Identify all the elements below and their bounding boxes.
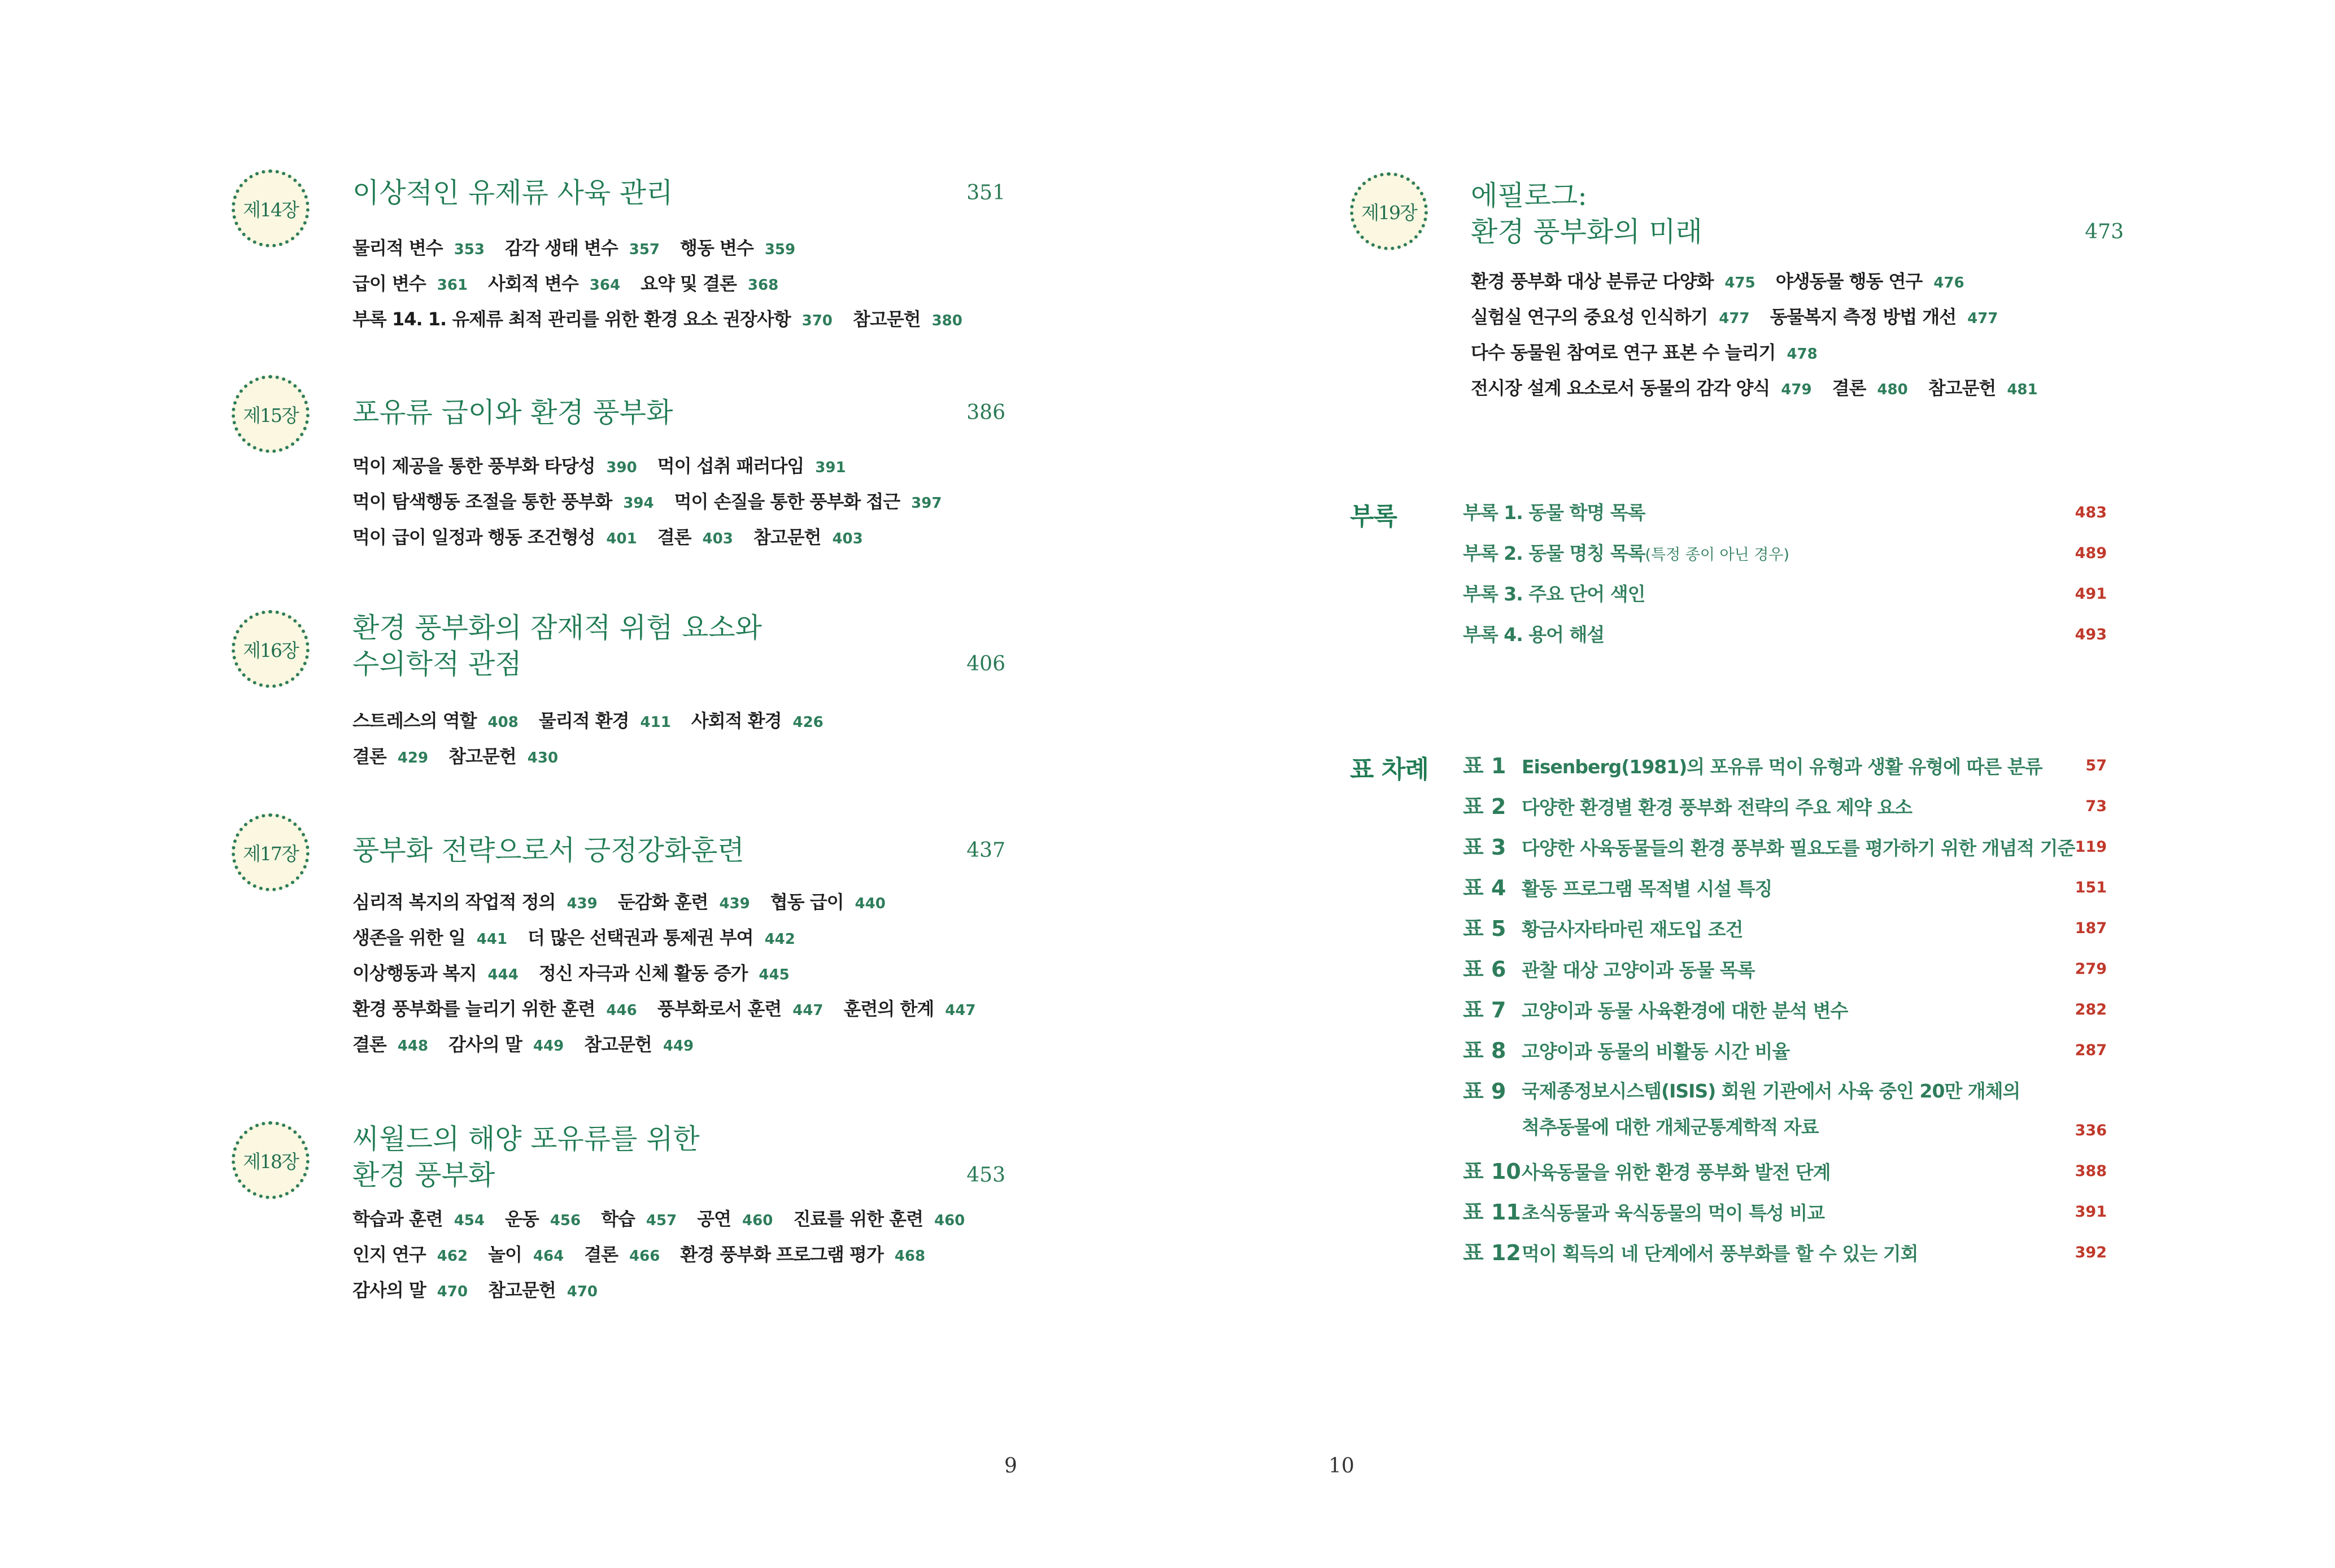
topic-title: 감사의 말 — [448, 1034, 522, 1055]
topic-title: 동물복지 측정 방법 개선 — [1770, 306, 1957, 328]
topic-page-number: 353 — [454, 241, 485, 258]
chapter-badge: 제17장 — [232, 813, 310, 891]
table-number: 표 7 — [1463, 998, 1506, 1022]
topic-entry[interactable] — [539, 703, 671, 742]
topic-page-number: 440 — [855, 895, 886, 912]
topic-entry[interactable] — [1770, 299, 1998, 338]
topic-page-number: 464 — [533, 1248, 564, 1265]
topic-page-number: 380 — [931, 312, 962, 329]
topic-page-number: 447 — [792, 1002, 824, 1019]
appendix-item-title: 부록 1. 동물 학명 목록 — [1463, 502, 1645, 524]
topic-entry[interactable] — [352, 448, 637, 487]
topic-page-number: 361 — [437, 277, 468, 294]
topic-entry[interactable] — [352, 956, 519, 994]
chapter-topics — [352, 448, 1005, 555]
topic-entry[interactable] — [793, 1201, 965, 1240]
topic-line — [352, 991, 1005, 1027]
appendix-item-page: 489 — [2075, 545, 2107, 562]
topic-page-number: 481 — [2007, 381, 2038, 398]
topic-entry[interactable] — [770, 885, 886, 923]
chapter-page-number: 351 — [966, 181, 1005, 204]
topic-page-number: 357 — [629, 241, 660, 258]
table-title: 초식동물과 육식동물의 먹이 특성 비교 — [1522, 1202, 1825, 1224]
topic-page-number: 477 — [1719, 310, 1750, 327]
chapter-page-number: 386 — [966, 401, 1005, 424]
topic-title: 행동 변수 — [680, 237, 753, 259]
appendix-item-title: 부록 2. 동물 명칭 목록 — [1463, 542, 1645, 564]
table-number: 표 11 — [1463, 1200, 1521, 1225]
topic-title: 결론 — [657, 526, 691, 548]
topic-title: 협동 급이 — [770, 891, 844, 913]
topic-entry[interactable] — [505, 1201, 581, 1240]
topic-line — [352, 1273, 1005, 1308]
topic-page-number: 390 — [606, 459, 637, 476]
topic-title: 결론 — [584, 1244, 618, 1265]
topic-title: 환경 풍부화 프로그램 평가 — [680, 1244, 883, 1265]
table-entry[interactable] — [1463, 949, 2107, 990]
topic-title: 먹이 섭취 패러다임 — [657, 455, 804, 477]
topic-entry[interactable] — [680, 230, 795, 269]
table-page-number: 151 — [2075, 879, 2107, 896]
chapter-badge: 제18장 — [232, 1121, 310, 1199]
topic-title: 결론 — [1832, 377, 1866, 399]
topic-entry[interactable] — [618, 885, 750, 923]
chapter-page-number: 406 — [966, 652, 1005, 676]
topic-page-number: 411 — [640, 714, 671, 731]
topic-entry[interactable] — [1928, 371, 2038, 409]
appendix-heading: 부록 — [1350, 502, 1397, 531]
topic-title: 물리적 환경 — [538, 710, 629, 731]
topic-entry[interactable] — [352, 484, 654, 522]
appendix-item-page: 483 — [2075, 504, 2107, 521]
topic-page-number: 442 — [764, 931, 795, 948]
table-page-number: 119 — [2075, 838, 2107, 856]
topic-title: 먹이 급이 일정과 행동 조건형성 — [352, 526, 595, 548]
topic-title: 환경 풍부화를 늘리기 위한 훈련 — [352, 998, 595, 1020]
chapter-topics — [1471, 264, 2124, 406]
topic-title: 생존을 위한 일 — [352, 927, 465, 948]
table-entry[interactable] — [1463, 1151, 2107, 1192]
appendix-item-page: 493 — [2075, 626, 2107, 643]
table-number: 표 2 — [1463, 794, 1506, 819]
table-number: 표 6 — [1463, 957, 1506, 982]
topic-entry[interactable] — [853, 302, 962, 340]
chapter-topics — [352, 1201, 1005, 1308]
topic-line — [352, 1027, 1005, 1062]
table-number: 표 8 — [1463, 1038, 1506, 1063]
topic-entry[interactable] — [352, 703, 519, 742]
topic-page-number: 403 — [832, 530, 863, 547]
topic-page-number: 445 — [759, 966, 790, 983]
topic-entry[interactable] — [448, 739, 558, 777]
topic-page-number: 448 — [397, 1038, 429, 1055]
chapter-badge: 제14장 — [232, 169, 310, 247]
topic-title: 공연 — [697, 1208, 731, 1230]
table-entry[interactable] — [1463, 746, 2107, 786]
topic-title: 부록 14. 1. 유제류 최적 관리를 위한 환경 요소 권장사항 — [352, 308, 791, 330]
table-page-number: 392 — [2075, 1244, 2107, 1261]
table-title: 황금사자타마린 재도입 조건 — [1522, 918, 1743, 940]
table-title: 고양이과 동물의 비활동 시간 비율 — [1522, 1040, 1790, 1062]
topic-page-number: 394 — [623, 495, 654, 512]
topic-entry[interactable] — [657, 448, 846, 487]
topic-entry[interactable] — [539, 956, 790, 994]
topic-title: 물리적 변수 — [352, 237, 443, 259]
topic-entry[interactable] — [1471, 335, 1818, 373]
topic-page-number: 397 — [911, 495, 942, 512]
appendix-item[interactable] — [1463, 493, 2107, 533]
topic-title: 먹이 탐색행동 조절을 통한 풍부화 — [352, 491, 612, 512]
topic-title: 학습과 훈련 — [352, 1208, 443, 1230]
topic-entry[interactable] — [488, 1273, 598, 1311]
topic-page-number: 401 — [606, 530, 637, 547]
topic-line — [352, 703, 1005, 739]
table-number: 표 3 — [1463, 835, 1506, 860]
topic-page-number: 460 — [934, 1212, 965, 1229]
chapter-18[interactable] — [232, 1121, 1005, 1319]
topic-entry[interactable] — [352, 739, 428, 777]
tables-heading: 표 차례 — [1350, 755, 1428, 784]
chapter-title: 씨월드의 해양 포유류를 위한 환경 풍부화 — [352, 1123, 700, 1191]
topic-line — [352, 266, 1005, 302]
appendix-item-note: (특정 종이 아닌 경우) — [1645, 546, 1789, 564]
topic-page-number: 460 — [742, 1212, 773, 1229]
table-number: 표 10 — [1463, 1159, 1521, 1184]
topic-page-number: 475 — [1724, 275, 1755, 291]
topic-title: 사회적 환경 — [691, 710, 782, 731]
topic-entry[interactable] — [1471, 299, 1750, 338]
table-title: Eisenberg(1981)의 포유류 먹이 유형과 생활 유형에 따른 분류 — [1522, 756, 2042, 778]
appendix-item[interactable] — [1463, 615, 2107, 655]
topic-title: 요약 및 결론 — [641, 273, 737, 294]
page-number-right: 10 — [1328, 1454, 1354, 1478]
chapter-19[interactable] — [1350, 172, 2124, 415]
topic-page-number: 439 — [719, 895, 750, 912]
topic-page-number: 446 — [606, 1002, 637, 1019]
table-title: 국제종정보시스템(ISIS) 회원 기관에서 사육 중인 20만 개체의 척추동물에 대한 개체군통계학적 자료 — [1522, 1080, 2020, 1138]
topic-title: 훈련의 한계 — [843, 998, 934, 1020]
chapter-title: 에필로그: 환경 풍부화의 미래 — [1471, 180, 1702, 248]
topic-line — [352, 302, 1005, 337]
chapter-page-number: 437 — [966, 839, 1005, 862]
topic-line — [352, 956, 1005, 991]
table-entry[interactable] — [1463, 1071, 2107, 1151]
table-entry[interactable] — [1463, 1030, 2107, 1071]
tables-list — [1463, 746, 2107, 1273]
topic-title: 풍부화로서 훈련 — [657, 998, 782, 1020]
topic-title: 더 많은 선택권과 통제권 부여 — [528, 927, 753, 948]
table-title: 고양이과 동물 사육환경에 대한 분석 변수 — [1522, 1000, 1848, 1022]
topic-entry[interactable] — [584, 1237, 660, 1275]
topic-entry[interactable] — [844, 991, 976, 1030]
topic-page-number: 441 — [476, 931, 508, 948]
appendix-list — [1463, 493, 2107, 655]
topic-title: 참고문헌 — [753, 526, 821, 548]
table-title: 먹이 획득의 네 단계에서 풍부화를 할 수 있는 기회 — [1522, 1243, 1918, 1265]
topic-title: 환경 풍부화 대상 분류군 다양화 — [1471, 271, 1714, 292]
topic-page-number: 391 — [815, 459, 846, 476]
topic-title: 전시장 설계 요소로서 동물의 감각 양식 — [1471, 377, 1770, 399]
chapter-14[interactable] — [232, 169, 1005, 339]
topic-page-number: 408 — [487, 714, 519, 731]
table-title: 관찰 대상 고양이과 동물 목록 — [1522, 959, 1755, 981]
chapter-page-number: 453 — [966, 1164, 1005, 1187]
topic-title: 참고문헌 — [448, 746, 516, 767]
topic-page-number: 457 — [646, 1212, 677, 1229]
topic-page-number: 364 — [589, 277, 621, 294]
topic-entry[interactable] — [680, 1237, 925, 1275]
topic-title: 다수 동물원 참여로 연구 표본 수 늘리기 — [1471, 342, 1776, 363]
table-entry[interactable] — [1463, 1192, 2107, 1232]
table-entry[interactable] — [1463, 908, 2107, 949]
topic-entry[interactable] — [1471, 264, 1755, 302]
chapter-15[interactable] — [232, 375, 1005, 548]
table-page-number: 287 — [2075, 1042, 2107, 1059]
chapter-title: 포유류 급이와 환경 풍부화 — [352, 397, 673, 429]
table-entry[interactable] — [1463, 990, 2107, 1030]
topic-entry[interactable] — [674, 484, 942, 522]
table-entry[interactable] — [1463, 827, 2107, 868]
table-entry[interactable] — [1463, 868, 2107, 908]
topic-entry[interactable] — [352, 520, 637, 558]
topic-entry[interactable] — [505, 230, 660, 269]
chapter-badge: 제19장 — [1350, 172, 1428, 250]
chapter-title: 이상적인 유제류 사육 관리 — [352, 177, 673, 209]
topic-entry[interactable] — [352, 885, 598, 923]
topic-title: 감사의 말 — [352, 1279, 426, 1301]
table-number: 표 5 — [1463, 916, 1506, 941]
topic-entry[interactable] — [352, 1201, 485, 1240]
topic-title: 먹이 제공을 통한 풍부화 타당성 — [352, 455, 595, 477]
topic-title: 놀이 — [488, 1244, 522, 1265]
table-number: 표 4 — [1463, 876, 1506, 900]
topic-entry[interactable] — [697, 1201, 773, 1240]
table-page-number: 282 — [2075, 1001, 2107, 1018]
topic-entry[interactable] — [691, 703, 824, 742]
topic-page-number: 456 — [550, 1212, 581, 1229]
topic-title: 이상행동과 복지 — [352, 962, 477, 984]
topic-line — [352, 1237, 1005, 1273]
topic-line — [352, 448, 1005, 484]
topic-page-number: 462 — [437, 1248, 468, 1265]
topic-title: 운동 — [504, 1208, 539, 1230]
topic-page-number: 359 — [764, 241, 796, 258]
topic-entry[interactable] — [352, 991, 637, 1030]
topic-title: 야생동물 행동 연구 — [1775, 271, 1923, 292]
topic-entry[interactable] — [528, 920, 795, 959]
table-page-number: 57 — [2085, 757, 2107, 774]
topic-page-number: 368 — [747, 277, 779, 294]
topic-title: 인지 연구 — [352, 1244, 426, 1265]
appendix-item[interactable] — [1463, 574, 2107, 615]
topic-page-number: 403 — [702, 530, 733, 547]
table-entry[interactable] — [1463, 1232, 2107, 1273]
topic-entry[interactable] — [1776, 264, 1964, 302]
topic-page-number: 454 — [454, 1212, 485, 1229]
topic-title: 사회적 변수 — [488, 273, 578, 294]
topic-line — [352, 520, 1005, 555]
chapter-title: 풍부화 전략으로서 긍정강화훈련 — [352, 834, 744, 866]
topic-entry[interactable] — [657, 520, 733, 558]
appendix-item-title: 부록 3. 주요 단어 색인 — [1463, 583, 1645, 605]
topic-line — [352, 920, 1005, 956]
topic-line — [1471, 264, 2124, 299]
chapter-topics — [352, 230, 1005, 337]
topic-line — [352, 484, 1005, 520]
topic-entry[interactable] — [753, 520, 863, 558]
topic-title: 둔감화 훈련 — [617, 891, 708, 913]
table-entry[interactable] — [1463, 786, 2107, 827]
topic-page-number: 447 — [945, 1002, 976, 1019]
topic-title: 참고문헌 — [852, 308, 921, 330]
table-number: 표 12 — [1463, 1240, 1521, 1265]
topic-entry[interactable] — [352, 266, 468, 304]
table-page-number: 388 — [2075, 1162, 2107, 1180]
topic-line — [352, 739, 1005, 774]
topic-entry[interactable] — [488, 1237, 564, 1275]
topic-page-number: 468 — [894, 1248, 926, 1265]
topic-page-number: 470 — [437, 1283, 468, 1300]
topic-entry[interactable] — [488, 266, 620, 304]
topic-title: 참고문헌 — [488, 1279, 556, 1301]
topic-line — [1471, 335, 2124, 371]
topic-title: 감각 생태 변수 — [504, 237, 618, 259]
topic-page-number: 429 — [397, 750, 429, 766]
table-page-number: 279 — [2075, 960, 2107, 978]
chapter-17[interactable] — [232, 813, 1005, 1068]
appendix-item-page: 491 — [2075, 585, 2107, 603]
topic-page-number: 444 — [487, 966, 519, 983]
chapter-16[interactable] — [232, 610, 1005, 779]
topic-line — [352, 885, 1005, 920]
topic-entry[interactable] — [1471, 371, 1812, 409]
topic-entry[interactable] — [641, 266, 778, 304]
table-title: 다양한 환경별 환경 풍부화 전략의 주요 제약 요소 — [1522, 796, 1912, 818]
topic-title: 정신 자극과 신체 활동 증가 — [538, 962, 748, 984]
topic-entry[interactable] — [352, 230, 485, 269]
topic-title: 심리적 복지의 작업적 정의 — [352, 891, 556, 913]
table-title: 활동 프로그램 목적별 시설 특징 — [1522, 878, 1772, 900]
chapter-badge: 제15장 — [232, 375, 310, 453]
topic-entry[interactable] — [352, 920, 507, 959]
table-page-number: 187 — [2075, 920, 2107, 937]
topic-page-number: 426 — [792, 714, 824, 731]
topic-title: 급이 변수 — [352, 273, 426, 294]
table-page-number: 391 — [2075, 1203, 2107, 1221]
table-title: 사육동물을 위한 환경 풍부화 발전 단계 — [1522, 1161, 1831, 1183]
topic-line — [352, 1201, 1005, 1237]
topic-page-number: 370 — [801, 312, 833, 329]
chapter-topics — [352, 885, 1005, 1062]
topic-title: 참고문헌 — [584, 1034, 652, 1055]
table-title: 다양한 사육동물들의 환경 풍부화 필요도를 평가하기 위한 개념적 기준 — [1522, 837, 2075, 859]
topic-line — [1471, 371, 2124, 406]
topic-title: 결론 — [352, 1034, 386, 1055]
topic-page-number: 449 — [533, 1038, 564, 1055]
chapter-page-number: 473 — [2085, 220, 2124, 243]
topic-title: 참고문헌 — [1928, 377, 1996, 399]
topic-page-number: 470 — [567, 1283, 598, 1300]
chapter-title: 환경 풍부화의 잠재적 위험 요소와 수의학적 관점 — [352, 612, 762, 680]
topic-entry[interactable] — [352, 1027, 428, 1065]
topic-page-number: 477 — [1967, 310, 1998, 327]
chapter-badge: 제16장 — [232, 610, 310, 688]
topic-page-number: 430 — [527, 750, 559, 766]
chapter-topics — [352, 703, 1005, 774]
topic-page-number: 480 — [1877, 381, 1908, 398]
topic-entry[interactable] — [352, 302, 833, 340]
topic-title: 진료를 위한 훈련 — [793, 1208, 923, 1230]
topic-page-number: 479 — [1781, 381, 1812, 398]
topic-page-number: 476 — [1933, 275, 1964, 291]
topic-line — [1471, 299, 2124, 335]
topic-title: 먹이 손질을 통한 풍부화 접근 — [674, 491, 900, 512]
topic-page-number: 466 — [629, 1248, 660, 1265]
topic-entry[interactable] — [352, 1237, 468, 1275]
appendix-item[interactable] — [1463, 533, 2107, 574]
appendix-item-title: 부록 4. 용어 해설 — [1463, 624, 1605, 646]
topic-page-number: 449 — [663, 1038, 694, 1055]
topic-title: 실험실 연구의 중요성 인식하기 — [1471, 306, 1708, 328]
topic-entry[interactable] — [601, 1201, 677, 1240]
table-page-number: 336 — [2075, 1122, 2107, 1139]
page-number-left: 9 — [1004, 1454, 1017, 1478]
topic-title: 결론 — [352, 746, 386, 767]
table-number: 표 9 — [1463, 1079, 1506, 1104]
topic-title: 스트레스의 역할 — [352, 710, 477, 731]
topic-title: 학습 — [601, 1208, 635, 1230]
topic-entry[interactable] — [352, 1273, 468, 1311]
table-page-number: 73 — [2085, 798, 2107, 815]
topic-entry[interactable] — [657, 991, 824, 1030]
topic-entry[interactable] — [584, 1027, 694, 1065]
topic-entry[interactable] — [1832, 371, 1908, 409]
topic-line — [352, 230, 1005, 266]
topic-page-number: 439 — [567, 895, 598, 912]
topic-page-number: 478 — [1787, 346, 1818, 363]
topic-entry[interactable] — [448, 1027, 564, 1065]
table-number: 표 1 — [1463, 753, 1506, 778]
